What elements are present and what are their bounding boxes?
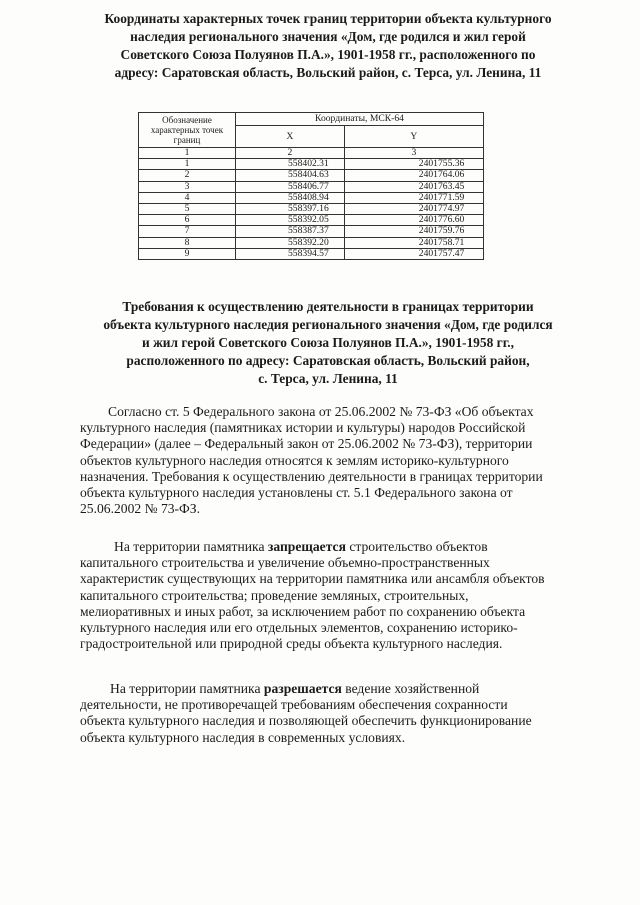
- coord-y: 2401763.45: [344, 181, 483, 192]
- table-row: [139, 181, 484, 192]
- coord-x: 558402.31: [236, 159, 345, 170]
- coord-y: 2401774.97: [344, 204, 483, 215]
- coord-y: 2401776.60: [344, 215, 483, 226]
- paragraph-first-line: [80, 681, 590, 697]
- table-row: [139, 226, 484, 237]
- table-row: [139, 237, 484, 248]
- col-number: 1: [139, 148, 236, 159]
- title-line: расположенного по адресу: Саратовская область, Вольский район,: [126, 353, 530, 368]
- title-line: объекта культурного наследия регионального значения «Дом, где родился: [103, 317, 553, 332]
- col-number: 3: [344, 148, 483, 159]
- col-number: 2: [236, 148, 345, 159]
- paragraph-law-reference: [80, 404, 590, 517]
- paragraph-line: характеристик существующих на территории памятника или ансамбля объектов: [80, 571, 545, 587]
- paragraph-lead: На территории памятника: [114, 539, 268, 554]
- paragraph-line: назначения. Требования к осуществлению деятельности в границах территории: [80, 468, 543, 484]
- paragraph-line: культурного наследия или его отдельных элементов, сохранению историко-: [80, 620, 518, 636]
- coord-x: 558404.63: [236, 170, 345, 181]
- table-row: [139, 192, 484, 203]
- table-row: [139, 248, 484, 259]
- paragraph-first-line: [80, 539, 590, 555]
- paragraph-line: градостроительной или природной среды объекта культурного наследия.: [80, 636, 503, 652]
- paragraph-line: объекта культурного наследия установлены ст. 5.1 Федерального закона от: [80, 485, 513, 501]
- paragraph-line: мелиоративных и иных работ, за исключением работ по сохранению объекта: [80, 603, 526, 619]
- point-number: 2: [139, 170, 236, 181]
- point-number: 4: [139, 192, 236, 203]
- permitted-keyword: разрешается: [263, 681, 342, 696]
- coord-y: 2401755.36: [344, 159, 483, 170]
- coord-y: 2401757.47: [344, 248, 483, 259]
- coord-x: 558394.57: [236, 248, 345, 259]
- header-system: Координаты, МСК-64: [236, 113, 484, 126]
- point-number: 9: [139, 248, 236, 259]
- title-line: с. Терса, ул. Ленина, 11: [258, 371, 398, 386]
- point-number: 3: [139, 181, 236, 192]
- point-number: 8: [139, 237, 236, 248]
- paragraph-line: Согласно ст. 5 Федерального закона от 25.06.2002 № 73-ФЗ «Об объектах: [108, 404, 534, 419]
- coord-x: 558406.77: [236, 181, 345, 192]
- coord-y: 2401759.76: [344, 226, 483, 237]
- coord-y: 2401764.06: [344, 170, 483, 181]
- point-number: 5: [139, 204, 236, 215]
- point-number: 6: [139, 215, 236, 226]
- header-x: X: [236, 126, 345, 148]
- table-row: [139, 215, 484, 226]
- table-row: [139, 204, 484, 215]
- coord-x: 558392.20: [236, 237, 345, 248]
- paragraph-prohibited: [80, 539, 590, 652]
- point-number: 7: [139, 226, 236, 237]
- title-line: Советского Союза Полуянов П.А.», 1901-1958 гг., расположенного по: [120, 47, 536, 62]
- paragraph-line: 25.06.2002 № 73-ФЗ.: [80, 501, 201, 517]
- paragraph-line: деятельности, не противоречащей требованиям обеспечения сохранности: [80, 697, 508, 713]
- title-line: Координаты характерных точек границ территории объекта культурного: [104, 11, 552, 26]
- coord-x: 558408.94: [236, 192, 345, 203]
- coordinates-title: [60, 10, 596, 82]
- coord-x: 558387.37: [236, 226, 345, 237]
- paragraph-line: капитального строительства; проведение земляных, строительных,: [80, 587, 469, 603]
- coord-x: 558397.16: [236, 204, 345, 215]
- coord-x: 558392.05: [236, 215, 345, 226]
- title-line: наследия регионального значения «Дом, где родился и жил герой: [130, 29, 526, 44]
- paragraph-line: объекта культурного наследия и позволяющей обеспечить функционирование: [80, 713, 532, 729]
- paragraph-line: капитального строительства и увеличение объемно-пространственных: [80, 555, 490, 571]
- paragraph-line: объектов культурного наследия относятся к землям историко-культурного: [80, 452, 509, 468]
- coord-y: 2401758.71: [344, 237, 483, 248]
- paragraph-permitted: [80, 681, 590, 746]
- header-point: Обозначение характерных точек границ: [139, 113, 236, 148]
- paragraph-lead-rest: строительство объектов: [345, 539, 488, 554]
- prohibited-keyword: запрещается: [267, 539, 346, 554]
- paragraph-line: Федерации» (далее – Федеральный закон от 25.06.2002 № 73-ФЗ), территории: [80, 436, 533, 452]
- header-y: Y: [344, 126, 483, 148]
- title-line: Требования к осуществлению деятельности в границах территории: [122, 299, 534, 314]
- paragraph-lead: На территории памятника: [110, 681, 264, 696]
- paragraph-line: культурного наследия (памятниках истории и культуры) народов Российской: [80, 420, 526, 436]
- requirements-title: [66, 298, 590, 388]
- table-row: [139, 159, 484, 170]
- title-line: и жил герой Советского Союза Полуянов П.А.», 1901-1958 гг.,: [142, 335, 514, 350]
- paragraph-lead-rest: ведение хозяйственной: [341, 681, 480, 696]
- point-number: 1: [139, 159, 236, 170]
- coordinates-table: [138, 112, 484, 260]
- coord-y: 2401771.59: [344, 192, 483, 203]
- paragraph-line: объекта культурного наследия в современных условиях.: [80, 729, 406, 745]
- title-line: адресу: Саратовская область, Вольский район, с. Терса, ул. Ленина, 11: [114, 65, 542, 80]
- table-row: [139, 170, 484, 181]
